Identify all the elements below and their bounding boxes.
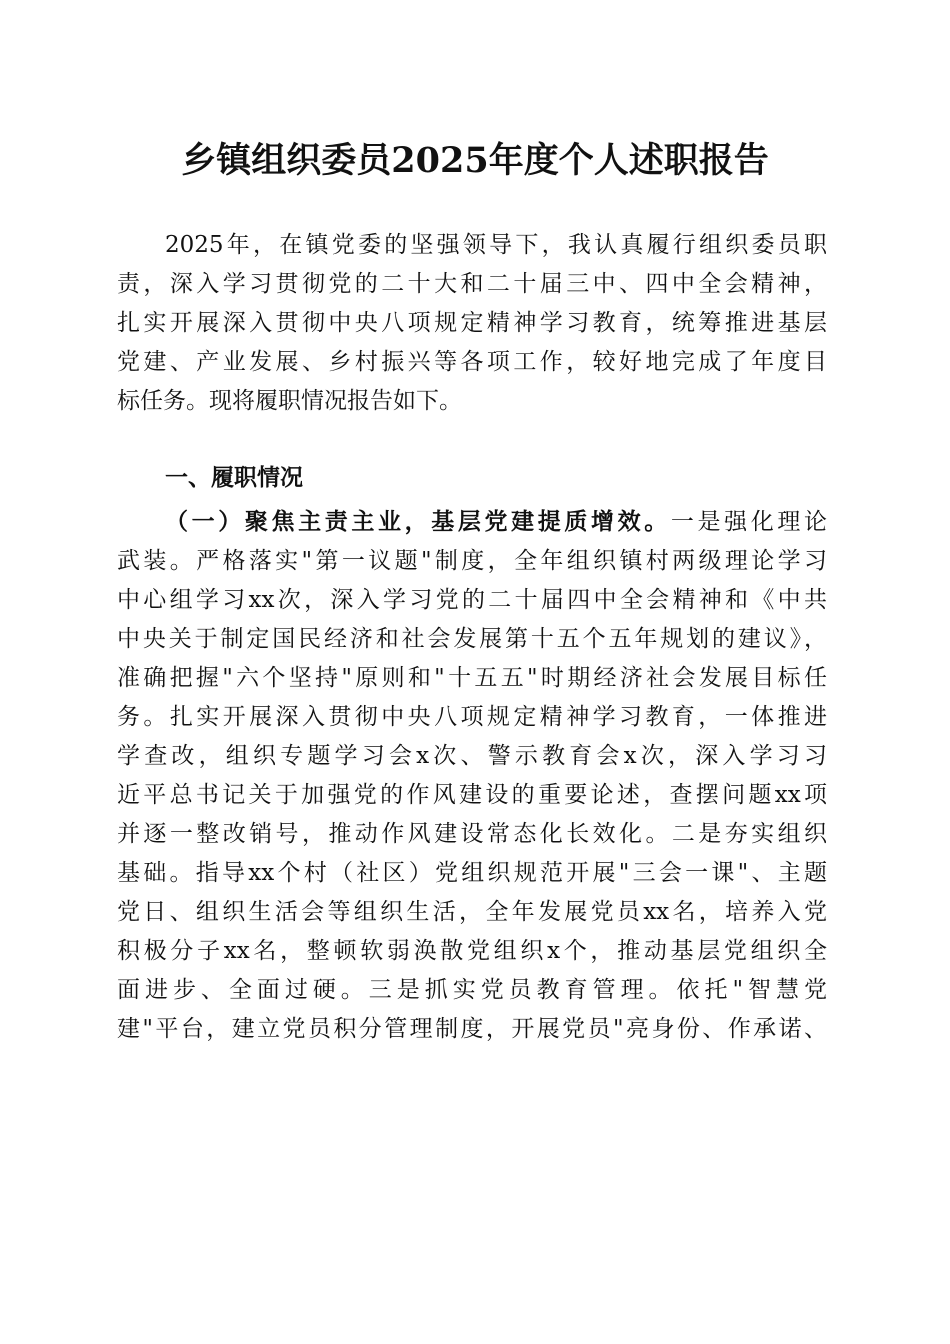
body-line-1: 武装。严格落实"第一议题"制度，全年组织镇村两级理论学习 [117,548,827,574]
body-line-8: 并逐一整改销号，推动作风建设常态化长效化。二是夯实组织 [117,821,827,847]
intro-line-1: 2025年，在镇党委的坚强领导下，我认真履行组织委员职 [165,232,827,258]
body-line-6: 学查改，组织专题学习会x次、警示教育会x次，深入学习习 [117,743,827,769]
body-line-3: 中央关于制定国民经济和社会发展第十五个五年规划的建议》， [117,626,827,652]
subsection-first-line-rest: 一是强化理论 [670,509,827,535]
section-heading: 一、履职情况 [165,465,303,491]
intro-line-4: 党建、产业发展、乡村振兴等各项工作，较好地完成了年度目 [117,349,827,375]
intro-line-2: 责，深入学习贯彻党的二十大和二十届三中、四中全会精神， [117,271,827,297]
body-line-2: 中心组学习xx次，深入学习党的二十届四中全会精神和《中共 [117,587,827,613]
subsection-lead: （一）聚焦主责主业，基层党建提质增效。 [165,508,671,535]
body-line-10: 党日、组织生活会等组织生活，全年发展党员xx名，培养入党 [117,899,827,925]
body-line-12: 面进步、全面过硬。三是抓实党员教育管理。依托"智慧党 [117,977,827,1003]
intro-line-3: 扎实开展深入贯彻中央八项规定精神学习教育，统筹推进基层 [117,310,827,336]
document-title: 乡镇组织委员2025年度个人述职报告 [181,140,769,181]
body-line-5: 务。扎实开展深入贯彻中央八项规定精神学习教育，一体推进 [117,704,827,730]
subsection-first-line [165,506,827,538]
body-line-11: 积极分子xx名，整顿软弱涣散党组织x个，推动基层党组织全 [117,938,827,964]
intro-line-5: 标任务。现将履职情况报告如下。 [117,388,462,414]
body-line-9: 基础。指导xx个村（社区）党组织规范开展"三会一课"、主题 [117,860,827,886]
body-line-13: 建"平台，建立党员积分管理制度，开展党员"亮身份、作承诺、 [117,1016,827,1042]
body-line-7: 近平总书记关于加强党的作风建设的重要论述，查摆问题xx项 [117,782,827,808]
body-line-4: 准确把握"六个坚持"原则和"十五五"时期经济社会发展目标任 [117,665,827,691]
